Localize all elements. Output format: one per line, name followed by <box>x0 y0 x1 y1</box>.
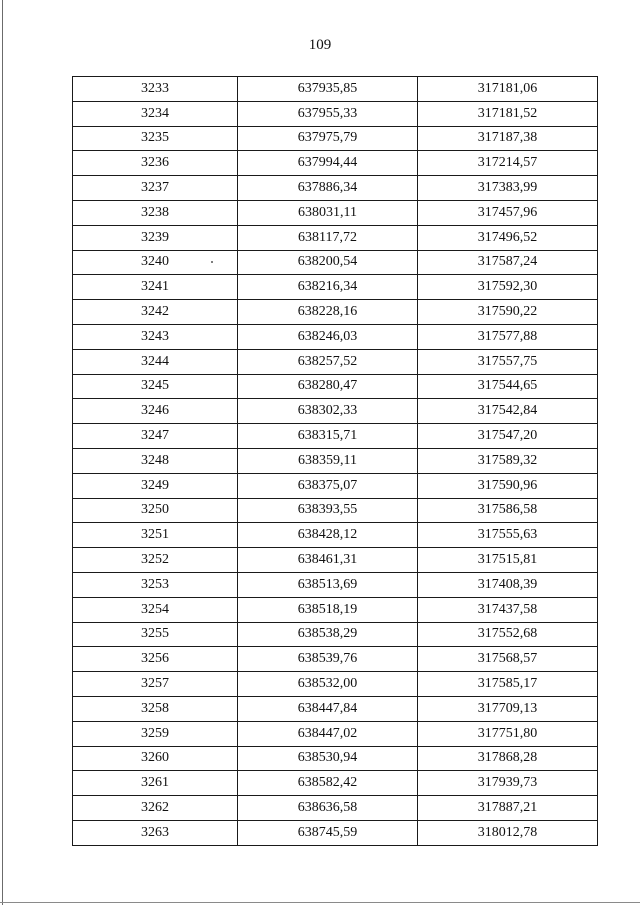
table-row <box>73 572 598 597</box>
table-row <box>73 225 598 250</box>
point-number-cell: 3236 <box>73 151 238 176</box>
x-coordinate-cell: 638393,55 <box>238 498 418 523</box>
y-coordinate-cell: 317709,13 <box>418 696 598 721</box>
x-coordinate-cell: 637955,33 <box>238 101 418 126</box>
point-number-cell: 3253 <box>73 572 238 597</box>
x-coordinate-cell: 638031,11 <box>238 200 418 225</box>
table-row <box>73 300 598 325</box>
table-row <box>73 424 598 449</box>
x-coordinate-cell: 638117,72 <box>238 225 418 250</box>
point-number-cell: 3257 <box>73 672 238 697</box>
point-number-cell: 3234 <box>73 101 238 126</box>
table-row <box>73 126 598 151</box>
coordinate-table <box>72 76 598 846</box>
y-coordinate-cell: 317552,68 <box>418 622 598 647</box>
x-coordinate-cell: 638461,31 <box>238 548 418 573</box>
y-coordinate-cell: 317181,52 <box>418 101 598 126</box>
x-coordinate-cell: 638280,47 <box>238 374 418 399</box>
x-coordinate-cell: 638532,00 <box>238 672 418 697</box>
point-number-cell: 3263 <box>73 820 238 845</box>
y-coordinate-cell: 317590,96 <box>418 473 598 498</box>
y-coordinate-cell: 317592,30 <box>418 275 598 300</box>
y-coordinate-cell: 317589,32 <box>418 448 598 473</box>
x-coordinate-cell: 637994,44 <box>238 151 418 176</box>
table-row <box>73 523 598 548</box>
y-coordinate-cell: 317515,81 <box>418 548 598 573</box>
table-row <box>73 548 598 573</box>
point-number-cell: 3251 <box>73 523 238 548</box>
table-row <box>73 324 598 349</box>
table-row <box>73 672 598 697</box>
x-coordinate-cell: 638246,03 <box>238 324 418 349</box>
table-row <box>73 498 598 523</box>
y-coordinate-cell: 317577,88 <box>418 324 598 349</box>
y-coordinate-cell: 317887,21 <box>418 796 598 821</box>
table-row <box>73 746 598 771</box>
point-number-cell: 3247 <box>73 424 238 449</box>
y-coordinate-cell: 317585,17 <box>418 672 598 697</box>
y-coordinate-cell: 317547,20 <box>418 424 598 449</box>
point-number-cell: 3245 <box>73 374 238 399</box>
point-number-cell: 3243 <box>73 324 238 349</box>
point-number-cell: 3262 <box>73 796 238 821</box>
y-coordinate-cell: 317187,38 <box>418 126 598 151</box>
point-number-cell: 3237 <box>73 176 238 201</box>
x-coordinate-cell: 638513,69 <box>238 572 418 597</box>
y-coordinate-cell: 317587,24 <box>418 250 598 275</box>
table-row <box>73 696 598 721</box>
point-number-cell: 3242 <box>73 300 238 325</box>
x-coordinate-cell: 638428,12 <box>238 523 418 548</box>
point-number-cell: 3248 <box>73 448 238 473</box>
point-number-cell: 3254 <box>73 597 238 622</box>
x-coordinate-cell: 638216,34 <box>238 275 418 300</box>
table-row <box>73 77 598 102</box>
table-row <box>73 349 598 374</box>
x-coordinate-cell: 638530,94 <box>238 746 418 771</box>
point-number-cell: 3260 <box>73 746 238 771</box>
point-number-cell: 3250 <box>73 498 238 523</box>
table-row <box>73 275 598 300</box>
y-coordinate-cell: 317555,63 <box>418 523 598 548</box>
point-number-cell: 3261 <box>73 771 238 796</box>
table-row <box>73 250 598 275</box>
point-number-cell: 3259 <box>73 721 238 746</box>
point-number-cell: 3239 <box>73 225 238 250</box>
y-coordinate-cell: 317568,57 <box>418 647 598 672</box>
point-number-cell: 3244 <box>73 349 238 374</box>
table-row <box>73 721 598 746</box>
point-number-cell: 3233 <box>73 77 238 102</box>
table-row <box>73 820 598 845</box>
point-number-cell: 3238 <box>73 200 238 225</box>
y-coordinate-cell: 317557,75 <box>418 349 598 374</box>
y-coordinate-cell: 317868,28 <box>418 746 598 771</box>
y-coordinate-cell: 317544,65 <box>418 374 598 399</box>
point-number-cell: 3241 <box>73 275 238 300</box>
x-coordinate-cell: 637975,79 <box>238 126 418 151</box>
x-coordinate-cell: 638315,71 <box>238 424 418 449</box>
y-coordinate-cell: 317586,58 <box>418 498 598 523</box>
x-coordinate-cell: 638375,07 <box>238 473 418 498</box>
scan-edge-left <box>2 0 3 905</box>
x-coordinate-cell: 638539,76 <box>238 647 418 672</box>
y-coordinate-cell: 317181,06 <box>418 77 598 102</box>
table-row <box>73 771 598 796</box>
x-coordinate-cell: 638302,33 <box>238 399 418 424</box>
x-coordinate-cell: 638200,54 <box>238 250 418 275</box>
y-coordinate-cell: 317496,52 <box>418 225 598 250</box>
scan-edge-bottom <box>0 902 640 903</box>
x-coordinate-cell: 638257,52 <box>238 349 418 374</box>
table-row <box>73 399 598 424</box>
point-number-cell: 3256 <box>73 647 238 672</box>
y-coordinate-cell: 317590,22 <box>418 300 598 325</box>
x-coordinate-cell: 637886,34 <box>238 176 418 201</box>
x-coordinate-cell: 638359,11 <box>238 448 418 473</box>
table-row <box>73 151 598 176</box>
table-row <box>73 101 598 126</box>
x-coordinate-cell: 638447,84 <box>238 696 418 721</box>
scan-speck <box>211 261 213 263</box>
table-row <box>73 647 598 672</box>
point-number-cell: 3240 <box>73 250 238 275</box>
point-number-cell: 3235 <box>73 126 238 151</box>
table-row <box>73 200 598 225</box>
point-number-cell: 3249 <box>73 473 238 498</box>
y-coordinate-cell: 317408,39 <box>418 572 598 597</box>
table-row <box>73 374 598 399</box>
point-number-cell: 3252 <box>73 548 238 573</box>
x-coordinate-cell: 638582,42 <box>238 771 418 796</box>
x-coordinate-cell: 638636,58 <box>238 796 418 821</box>
x-coordinate-cell: 638518,19 <box>238 597 418 622</box>
x-coordinate-cell: 638228,16 <box>238 300 418 325</box>
table-row <box>73 473 598 498</box>
y-coordinate-cell: 317383,99 <box>418 176 598 201</box>
y-coordinate-cell: 317542,84 <box>418 399 598 424</box>
table-row <box>73 176 598 201</box>
y-coordinate-cell: 317457,96 <box>418 200 598 225</box>
coordinate-table-body <box>73 77 598 846</box>
table-row <box>73 597 598 622</box>
point-number-cell: 3258 <box>73 696 238 721</box>
x-coordinate-cell: 637935,85 <box>238 77 418 102</box>
table-row <box>73 796 598 821</box>
y-coordinate-cell: 317214,57 <box>418 151 598 176</box>
x-coordinate-cell: 638745,59 <box>238 820 418 845</box>
x-coordinate-cell: 638538,29 <box>238 622 418 647</box>
y-coordinate-cell: 318012,78 <box>418 820 598 845</box>
x-coordinate-cell: 638447,02 <box>238 721 418 746</box>
point-number-cell: 3246 <box>73 399 238 424</box>
y-coordinate-cell: 317939,73 <box>418 771 598 796</box>
table-row <box>73 448 598 473</box>
y-coordinate-cell: 317751,80 <box>418 721 598 746</box>
table-row <box>73 622 598 647</box>
y-coordinate-cell: 317437,58 <box>418 597 598 622</box>
page-number: 109 <box>308 37 332 53</box>
point-number-cell: 3255 <box>73 622 238 647</box>
